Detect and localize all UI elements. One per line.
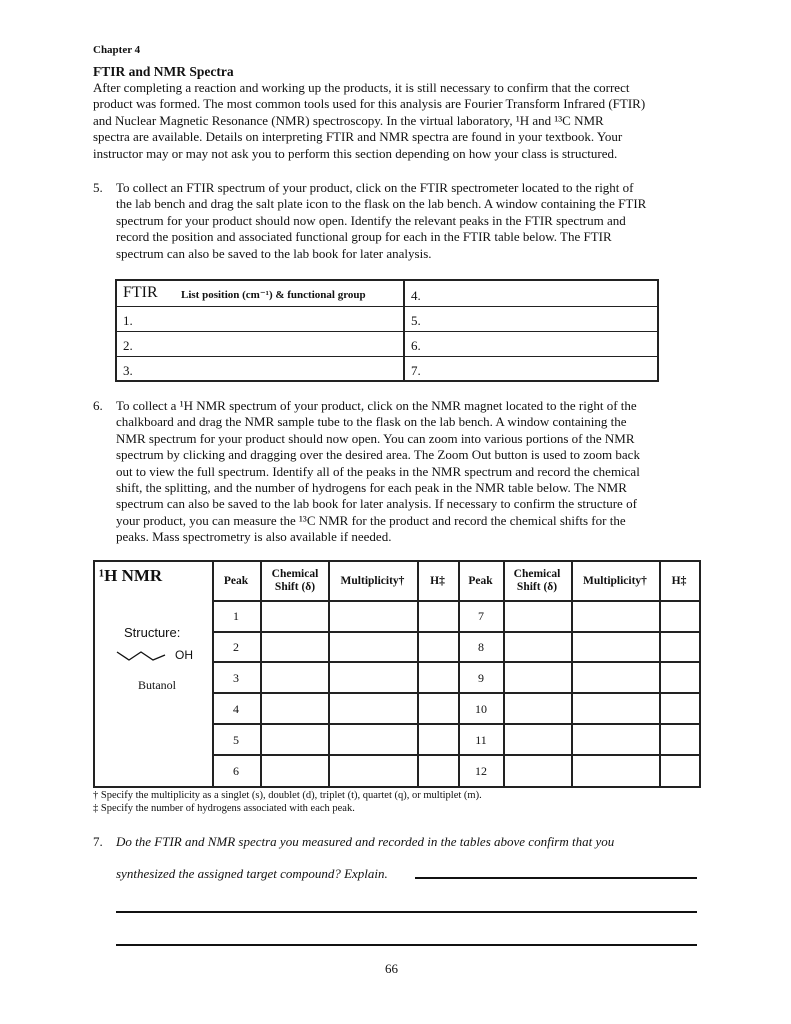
intro-line: After completing a reaction and working up the products, it is still necessary to confirm that the correct <box>93 80 630 95</box>
peak-number: 1 <box>233 609 239 623</box>
ftir-table <box>115 279 659 382</box>
intro-line: product was formed. The most common tools used for this analysis are Fourier Transform Infrared (FTIR) <box>93 96 646 112</box>
nmr-title: ¹H NMR <box>99 566 163 585</box>
table-divider <box>659 562 661 786</box>
question-text <box>116 180 711 262</box>
table-divider <box>260 562 262 786</box>
peak-number: 6 <box>233 764 239 778</box>
ftir-row <box>117 306 657 332</box>
table-divider <box>417 562 419 786</box>
question-line: spectrum for your product should now open. Identify the relevant peaks in the FTIR spectrum and <box>116 212 626 228</box>
question-line: To collect an FTIR spectrum of your product, click on the FTIR spectrometer located to the right of <box>116 180 634 195</box>
structure-label: Structure: <box>124 625 181 640</box>
butanol-structure-icon <box>115 648 175 664</box>
question-number: 7. <box>93 834 103 849</box>
column-header: Multiplicity† <box>340 575 405 587</box>
question-line: spectrum can also be saved to the lab book for later analysis. If necessary to confirm the structure of <box>116 496 637 512</box>
peak-number: 11 <box>475 733 487 747</box>
question-line: record the position and associated functional group for each in the FTIR table below. The FTIR <box>116 229 612 245</box>
intro-line: spectra are available. Details on interpreting FTIR and NMR spectra are found in your textbook. Your <box>93 129 623 145</box>
column-header: Peak <box>468 575 493 587</box>
peak-number: 12 <box>475 764 487 778</box>
answer-line[interactable] <box>116 944 697 946</box>
section-title: FTIR and NMR Spectra <box>93 64 234 79</box>
nmr-table <box>93 560 701 788</box>
footnote: † Specify the multiplicity as a singlet (s), doublet (d), triplet (t), quartet (q), or multiplet (m). <box>93 790 482 801</box>
page-number: 66 <box>385 961 398 976</box>
question-line: To collect a ¹H NMR spectrum of your product, click on the NMR magnet located to the right of the <box>116 398 637 413</box>
column-header: Multiplicity† <box>583 575 647 587</box>
ftir-title: FTIR <box>123 284 158 301</box>
question-number: 5. <box>93 180 103 195</box>
peak-number: 3 <box>233 671 239 685</box>
ftir-column-label: List position (cm⁻¹) & functional group <box>181 289 366 301</box>
ftir-row <box>117 331 657 357</box>
column-header: H‡ <box>671 575 687 587</box>
question-line: Do the FTIR and NMR spectra you measured and recorded in the tables above confirm that you <box>116 834 615 849</box>
column-header: H‡ <box>430 575 445 587</box>
column-header: Chemical Shift (δ) <box>271 568 319 593</box>
peak-number: 9 <box>478 671 484 685</box>
question-line: peaks. Mass spectrometry is also available if needed. <box>116 529 392 545</box>
structure-oh-label: OH <box>175 648 193 662</box>
table-divider <box>212 661 699 663</box>
question-line: NMR spectrum for your product should now open. You can zoom into various portions of the NMR <box>116 430 635 446</box>
ftir-row <box>117 356 657 380</box>
intro-paragraph <box>93 80 708 162</box>
question-line: spectrum by clicking and dragging over the desired area. The Zoom Out button is used to zoom back <box>116 447 640 463</box>
ftir-cell[interactable]: 3. <box>123 363 133 378</box>
intro-line: and Nuclear Magnetic Resonance (NMR) spectroscopy. In the virtual laboratory, ¹H and ¹³C NMR <box>93 112 604 128</box>
ftir-cell[interactable]: 7. <box>411 363 421 378</box>
peak-number: 2 <box>233 640 239 654</box>
answer-line[interactable] <box>116 911 697 913</box>
column-header: Peak <box>223 575 249 587</box>
table-divider <box>328 562 330 786</box>
question-number: 6. <box>93 398 103 413</box>
table-divider <box>212 600 699 602</box>
ftir-cell[interactable]: 2. <box>123 338 133 353</box>
question-line: synthesized the assigned target compound? Explain. <box>116 866 388 881</box>
intro-line: instructor may or may not ask you to perform this section depending on how your class is structured. <box>93 145 618 161</box>
table-divider <box>212 723 699 725</box>
chapter-label: Chapter 4 <box>93 44 141 56</box>
ftir-cell[interactable]: 4. <box>411 288 421 303</box>
table-divider <box>212 631 699 633</box>
table-divider <box>503 562 505 786</box>
table-divider <box>212 692 699 694</box>
peak-number: 10 <box>475 702 487 716</box>
peak-number: 4 <box>233 702 239 716</box>
ftir-header-row <box>117 281 657 307</box>
question-line: shift, the splitting, and the number of hydrogens for each peak in the NMR table below. The NMR <box>116 480 627 496</box>
table-divider <box>571 562 573 786</box>
compound-name: Butanol <box>138 678 176 692</box>
peak-number: 7 <box>478 609 484 623</box>
peak-number: 5 <box>233 733 239 747</box>
question-text <box>116 398 711 546</box>
ftir-cell[interactable]: 1. <box>123 313 133 328</box>
answer-line[interactable] <box>415 877 697 879</box>
question-line: the lab bench and drag the salt plate icon to the flask on the lab bench. A window containing the FTIR <box>116 196 647 212</box>
table-divider <box>212 562 214 786</box>
peak-number: 8 <box>478 640 484 654</box>
column-header: Chemical Shift (δ) <box>513 568 561 593</box>
question-line: out to view the full spectrum. Identify all of the peaks in the NMR spectrum and record the chemical <box>116 463 640 479</box>
table-divider <box>212 754 699 756</box>
ftir-cell[interactable]: 5. <box>411 313 421 328</box>
question-line: chalkboard and drag the NMR sample tube to the flask on the lab bench. A window containing the <box>116 414 627 430</box>
question-line: your product, you can measure the ¹³C NMR for the product and record the chemical shifts for the <box>116 512 626 528</box>
footnote: ‡ Specify the number of hydrogens associated with each peak. <box>93 803 355 814</box>
ftir-cell[interactable]: 6. <box>411 338 421 353</box>
question-line: spectrum can also be saved to the lab book for later analysis. <box>116 245 432 261</box>
